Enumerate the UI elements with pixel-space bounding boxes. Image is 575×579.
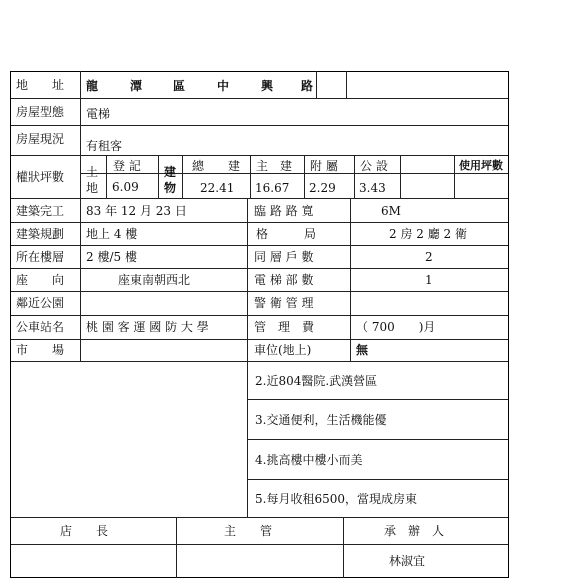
fee-value: （ 700 )月 bbox=[356, 320, 436, 334]
bus-value: 桃 園 客 運 國 防 大 學 bbox=[86, 320, 209, 334]
floor-label: 所在樓層 bbox=[16, 250, 65, 264]
house-status-label: 房屋現況 bbox=[16, 132, 65, 146]
main-label: 主 建 bbox=[256, 159, 293, 173]
row-line bbox=[10, 339, 509, 340]
usable-area-label: 使用坪數 bbox=[459, 159, 503, 172]
row-line bbox=[247, 439, 509, 440]
row-line bbox=[80, 173, 509, 174]
supervisor-label: 主 管 bbox=[224, 524, 273, 538]
address-char: 興 bbox=[261, 79, 274, 93]
building-plan-label: 建築規劃 bbox=[16, 227, 65, 241]
park-label: 鄰近公園 bbox=[16, 296, 65, 310]
parking-label: 車位(地上) bbox=[254, 343, 312, 357]
public-value: 3.43 bbox=[359, 181, 386, 195]
households-value: 2 bbox=[425, 250, 433, 264]
registered-value: 6.09 bbox=[112, 180, 139, 194]
households-label: 同 層 戶 數 bbox=[254, 250, 314, 264]
land-label: 土地 bbox=[86, 165, 99, 195]
facing-label: 座 向 bbox=[16, 273, 65, 287]
row-line bbox=[10, 291, 509, 292]
store-manager-label: 店 長 bbox=[60, 524, 109, 538]
layout-label: 格 局 bbox=[256, 227, 317, 241]
row-line bbox=[10, 155, 509, 156]
col-line bbox=[316, 71, 317, 98]
building-plan-value: 地上 4 樓 bbox=[86, 227, 138, 241]
border-right bbox=[508, 71, 509, 578]
address-char: 中 bbox=[217, 79, 230, 93]
total-value: 22.41 bbox=[200, 181, 235, 195]
address-char: 龍 bbox=[86, 79, 99, 93]
agent-name: 林淑宜 bbox=[389, 554, 426, 568]
border-bottom bbox=[10, 577, 509, 578]
col-line bbox=[346, 71, 347, 98]
public-label: 公 設 bbox=[360, 159, 388, 173]
floor-value: 2 樓/5 樓 bbox=[86, 250, 137, 264]
row-line bbox=[10, 98, 509, 99]
border-top bbox=[10, 71, 509, 72]
note-item: 4.挑高樓中樓小而美 bbox=[255, 453, 363, 467]
row-line bbox=[10, 517, 509, 518]
parking-value: 無 bbox=[356, 343, 369, 357]
row-line bbox=[10, 361, 509, 362]
facing-value: 座東南朝西北 bbox=[118, 273, 191, 287]
house-type-label: 房屋型態 bbox=[16, 105, 65, 119]
col-line bbox=[350, 198, 351, 361]
row-line bbox=[247, 399, 509, 400]
address-char: 潭 bbox=[130, 79, 143, 93]
building-label: 建物 bbox=[164, 165, 177, 195]
aux-value: 2.29 bbox=[309, 181, 336, 195]
market-label: 市 場 bbox=[16, 343, 65, 357]
row-line bbox=[10, 198, 509, 199]
border-left bbox=[10, 71, 11, 578]
col-line bbox=[247, 198, 248, 517]
agent-label: 承 辦 人 bbox=[384, 524, 445, 538]
address-char: 路 bbox=[301, 79, 314, 93]
col-line bbox=[454, 155, 455, 198]
completion-value: 83 年 12 月 23 日 bbox=[86, 204, 187, 218]
row-line bbox=[10, 315, 509, 316]
col-line bbox=[80, 71, 81, 361]
road-width-value: 6M bbox=[381, 204, 401, 218]
row-line bbox=[10, 268, 509, 269]
col-line bbox=[354, 155, 355, 198]
elevators-value: 1 bbox=[425, 273, 433, 287]
elevators-label: 電 梯 部 數 bbox=[254, 273, 314, 287]
aux-label: 附 屬 bbox=[310, 159, 338, 173]
col-line bbox=[106, 155, 107, 198]
layout-value: 2 房 2 廳 2 衛 bbox=[389, 227, 467, 241]
completion-label: 建築完工 bbox=[16, 204, 65, 218]
row-line bbox=[10, 245, 509, 246]
address-label: 地 址 bbox=[16, 78, 65, 92]
registered-label: 登 記 bbox=[113, 159, 141, 173]
col-line bbox=[250, 155, 251, 198]
note-item: 2.近804醫院.武漢營區 bbox=[255, 374, 378, 388]
col-line bbox=[158, 155, 159, 198]
main-value: 16.67 bbox=[255, 181, 290, 195]
row-line bbox=[10, 544, 509, 545]
address-char: 區 bbox=[173, 79, 186, 93]
note-item: 5.每月收租6500，當現成房東 bbox=[255, 492, 417, 506]
area-label: 權狀坪數 bbox=[16, 170, 65, 184]
house-type-value: 電梯 bbox=[86, 107, 111, 121]
row-line bbox=[10, 222, 509, 223]
total-label: 總 建 bbox=[192, 159, 241, 173]
col-line bbox=[176, 517, 177, 578]
note-item: 3.交通便利，生活機能優 bbox=[255, 413, 387, 427]
col-line bbox=[400, 155, 401, 198]
col-line bbox=[182, 155, 183, 198]
col-line bbox=[343, 517, 344, 578]
bus-label: 公車站名 bbox=[16, 320, 65, 334]
road-width-label: 臨 路 路 寬 bbox=[254, 204, 314, 218]
col-line bbox=[304, 155, 305, 198]
row-line bbox=[10, 125, 509, 126]
house-status-value: 有租客 bbox=[86, 139, 123, 153]
fee-label: 管 理 費 bbox=[254, 320, 315, 334]
row-line bbox=[247, 479, 509, 480]
security-label: 警 衛 管 理 bbox=[254, 296, 314, 310]
